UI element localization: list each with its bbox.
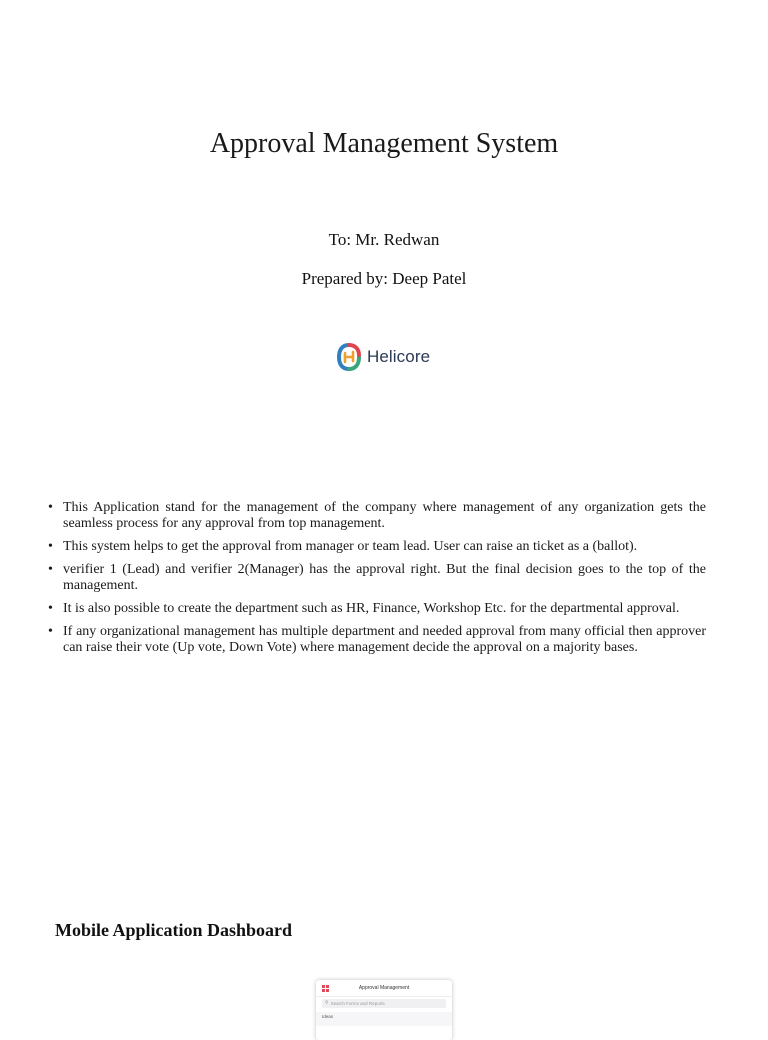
bullet-text: It is also possible to create the department such as HR, Finance, Workshop Etc. for the departmental approval. bbox=[63, 601, 680, 616]
helicore-logo bbox=[336, 341, 430, 373]
document-title: Approval Management System bbox=[209, 128, 559, 159]
bullet-item bbox=[44, 539, 706, 555]
bullet-text: If any organizational management has multiple department and needed approval from many official then approver can raise their vote (Up vote, Down Vote) where management decide the approval on a majority bases. bbox=[63, 624, 706, 655]
phone-section-label: Ideas bbox=[322, 1014, 334, 1019]
bullet-glyph: • bbox=[48, 601, 53, 616]
phone-search-placeholder: Search Forms and Reports bbox=[330, 1001, 385, 1006]
section-heading: Mobile Application Dashboard bbox=[55, 920, 293, 940]
bullet-glyph: • bbox=[48, 562, 53, 577]
bullet-item bbox=[44, 624, 706, 656]
phone-header bbox=[316, 980, 452, 997]
phone-app-title: Approval Management bbox=[358, 985, 410, 991]
bullet-item bbox=[44, 601, 706, 617]
feature-bullet-list bbox=[44, 500, 706, 663]
helicore-logo-icon bbox=[336, 342, 362, 372]
bullet-text: This system helps to get the approval from manager or team lead. User can raise an ticket as a (ballot). bbox=[63, 539, 638, 554]
phone-search-bar bbox=[322, 999, 446, 1008]
bullet-glyph: • bbox=[48, 500, 53, 515]
prepared-by-line: Prepared by: Deep Patel bbox=[301, 269, 467, 288]
bullet-glyph: • bbox=[48, 539, 53, 554]
mobile-dashboard-screenshot bbox=[316, 980, 452, 1040]
bullet-item bbox=[44, 562, 706, 594]
bullet-text: verifier 1 (Lead) and verifier 2(Manager) has the approval right. But the final decision goes to the top of the management. bbox=[63, 562, 706, 593]
bullet-glyph: • bbox=[48, 624, 53, 639]
search-icon: ⚲ bbox=[325, 1000, 329, 1006]
bullet-item bbox=[44, 500, 706, 532]
recipient-line: To: Mr. Redwan bbox=[328, 230, 440, 249]
logo-wordmark: Helicore bbox=[367, 347, 431, 366]
bullet-text: This Application stand for the management of the company where management of any organization gets the seamless process for any approval from top management. bbox=[63, 500, 706, 531]
